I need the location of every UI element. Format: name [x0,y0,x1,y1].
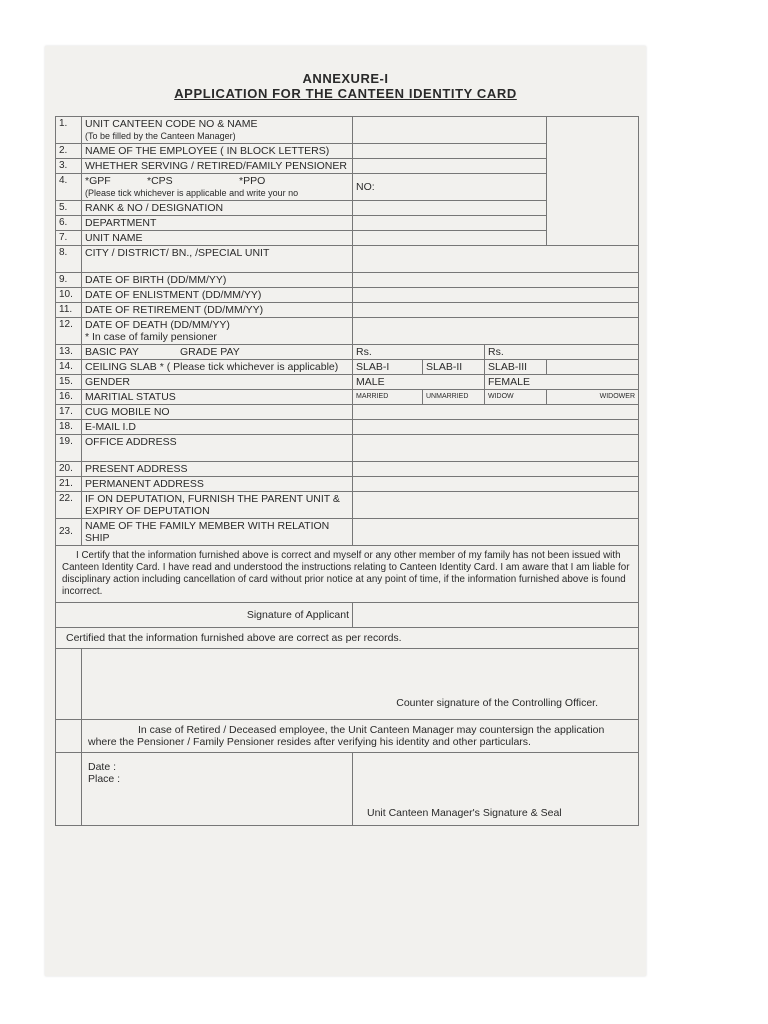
row-number: 19. [56,435,82,462]
table-row [56,345,639,360]
email-field[interactable] [353,420,639,435]
date-of-enlistment-label: DATE OF ENLISTMENT (DD/MM/YY) [82,288,353,303]
date-place-cell [82,753,353,826]
basic-pay-label: BASIC PAY [85,346,139,358]
row-number: 21. [56,477,82,492]
place-label[interactable]: Place : [88,773,121,785]
blank-cell [56,720,82,753]
married-option[interactable]: MARRIED [353,390,423,405]
row-number: 20. [56,462,82,477]
row-number: 3. [56,159,82,174]
date-of-birth-label: DATE OF BIRTH (DD/MM/YY) [82,273,353,288]
table-row [56,420,639,435]
table-row [56,318,639,345]
table-row [56,435,639,462]
date-of-death-note: * In case of family pensioner [85,331,217,343]
table-row [56,477,639,492]
row-number: 7. [56,231,82,246]
employee-name-field[interactable] [353,144,547,159]
gpf-cps-ppo-cell [82,174,353,201]
male-option[interactable]: MALE [353,375,485,390]
family-member-label: NAME OF THE FAMILY MEMBER WITH RELATION SHIP [82,519,353,546]
row-number: 13. [56,345,82,360]
table-row [56,288,639,303]
row-number: 8. [56,246,82,273]
pay-label-cell [82,345,353,360]
photo-box [547,117,639,246]
row-number: 14. [56,360,82,375]
counter-signature-box[interactable] [82,649,639,720]
widower-option[interactable]: WIDOWER [547,390,639,405]
signature-applicant-field[interactable] [353,603,639,628]
table-row [56,246,639,273]
no-label: NO: [356,181,375,193]
slab-2-option[interactable]: SLAB-II [423,360,485,375]
table-row [56,375,639,390]
cug-mobile-label: CUG MOBILE NO [82,405,353,420]
department-label: DEPARTMENT [82,216,353,231]
table-row [56,405,639,420]
row-number: 15. [56,375,82,390]
ppo-option[interactable]: *PPO [239,175,266,187]
widow-option[interactable]: WIDOW [485,390,547,405]
pension-number-field[interactable] [353,174,547,201]
city-district-label: CITY / DISTRICT/ BN., /SPECIAL UNIT [82,246,353,273]
table-row [56,273,639,288]
row-number: 4. [56,174,82,201]
table-row [56,462,639,477]
row-number: 11. [56,303,82,318]
declaration-text: I Certify that the information furnished above is correct and myself or any other member of my family has not been issued with Canteen Identity Card. I have read and understood the instructions relating to Canteen Identity Card. I am aware that I am liable for disciplinary action including cancellation of card without prior notice at any point of time, if the information furnished above is found incorrect. [56,546,639,603]
slab-3-option[interactable]: SLAB-III [485,360,547,375]
service-status-field[interactable] [353,159,547,174]
department-field[interactable] [353,216,547,231]
table-row [56,360,639,375]
ceiling-slab-label: CEILING SLAB * ( Please tick whichever is applicable) [82,360,353,375]
date-of-retirement-field[interactable] [353,303,639,318]
manager-seal-cell[interactable] [353,753,639,826]
blank-cell [56,753,82,826]
email-label: E-MAIL I.D [82,420,353,435]
present-address-label: PRESENT ADDRESS [82,462,353,477]
slab-1-option[interactable]: SLAB-I [353,360,423,375]
table-row [56,492,639,519]
date-of-birth-field[interactable] [353,273,639,288]
table-row [56,649,639,720]
table-row [56,603,639,628]
table-row [56,117,639,144]
row-number: 23. [56,519,82,546]
row-number: 17. [56,405,82,420]
office-address-label: OFFICE ADDRESS [82,435,353,462]
cps-option[interactable]: *CPS [147,175,173,187]
date-of-retirement-label: DATE OF RETIREMENT (DD/MM/YY) [82,303,353,318]
permanent-address-label: PERMANENT ADDRESS [82,477,353,492]
deputation-label: IF ON DEPUTATION, FURNISH THE PARENT UNIT & EXPIRY OF DEPUTATION [82,492,353,519]
table-row [56,628,639,649]
unmarried-option[interactable]: UNMARRIED [423,390,485,405]
rank-designation-label: RANK & NO / DESIGNATION [82,201,353,216]
gpf-option[interactable]: *GPF [85,175,111,187]
table-row [56,546,639,603]
date-of-death-field[interactable] [353,318,639,345]
employee-name-label: NAME OF THE EMPLOYEE ( IN BLOCK LETTERS) [82,144,353,159]
date-of-death-label: DATE OF DEATH (DD/MM/YY) [85,319,230,331]
certified-text: Certified that the information furnished above are correct as per records. [56,628,639,649]
unit-canteen-code-label: UNIT CANTEEN CODE NO & NAME [85,118,258,130]
row-number: 5. [56,201,82,216]
female-option[interactable]: FEMALE [485,375,639,390]
application-form-table [55,116,639,826]
rank-designation-field[interactable] [353,201,547,216]
marital-status-label: MARITIAL STATUS [82,390,353,405]
grade-pay-label: GRADE PAY [180,346,240,358]
row-label [82,117,353,144]
counter-signature-label: Counter signature of the Controlling Officer. [396,697,599,709]
present-address-field[interactable] [353,462,639,477]
date-label[interactable]: Date : [88,761,117,773]
row-number: 2. [56,144,82,159]
row-number: 9. [56,273,82,288]
row-number: 16. [56,390,82,405]
table-row [56,519,639,546]
row-number: 22. [56,492,82,519]
service-status-label: WHETHER SERVING / RETIRED/FAMILY PENSIONER [82,159,353,174]
table-row [56,390,639,405]
unit-name-label: UNIT NAME [82,231,353,246]
row-number: 18. [56,420,82,435]
table-row [56,753,639,826]
cug-mobile-field[interactable] [353,405,639,420]
city-district-field[interactable] [353,246,639,273]
gpf-cps-ppo-note: (Please tick whichever is applicable and write your no [85,188,299,198]
basic-pay-field[interactable] [353,345,485,360]
unit-canteen-code-field[interactable] [353,117,547,144]
slab-tick-box[interactable] [547,360,639,375]
permanent-address-field[interactable] [353,477,639,492]
date-of-enlistment-field[interactable] [353,288,639,303]
row-number: 10. [56,288,82,303]
rs-label: Rs. [356,346,372,358]
grade-pay-field[interactable] [485,345,639,360]
office-address-field[interactable] [353,435,639,462]
signature-applicant-label: Signature of Applicant [56,603,353,628]
deputation-field[interactable] [353,492,639,519]
row-number: 1. [56,117,82,144]
table-row [56,303,639,318]
annexure-heading: ANNEXURE-I [302,71,389,86]
gender-label: GENDER [82,375,353,390]
row-number: 12. [56,318,82,345]
retired-note-text: In case of Retired / Deceased employee, the Unit Canteen Manager may countersign the application where the Pensioner / Family Pensioner resides after verifying his identity and other particulars. [82,720,639,753]
unit-name-field[interactable] [353,231,547,246]
form-title: APPLICATION FOR THE CANTEEN IDENTITY CARD [174,86,517,101]
rs-label: Rs. [488,346,504,358]
manager-signature-label: Unit Canteen Manager's Signature & Seal [367,807,562,819]
blank-cell [56,649,82,720]
row-number: 6. [56,216,82,231]
table-row [56,720,639,753]
unit-canteen-code-note: (To be filled by the Canteen Manager) [85,131,236,141]
form-paper [45,46,646,976]
family-member-field[interactable] [353,519,639,546]
date-of-death-cell [82,318,353,345]
